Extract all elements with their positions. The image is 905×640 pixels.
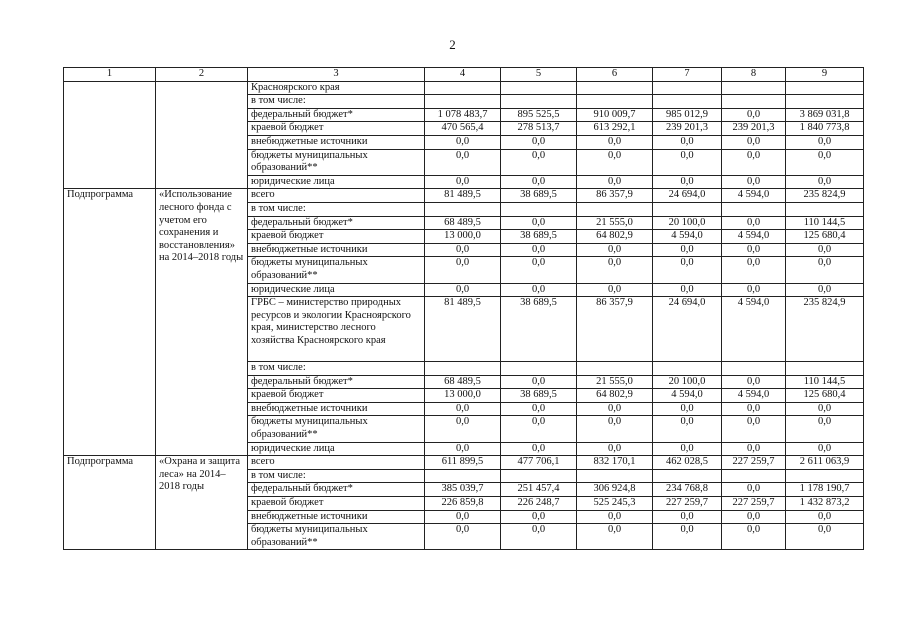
- value-cell-col-7: 0,0: [653, 175, 722, 189]
- value-cell-col-7: [653, 362, 722, 376]
- table-row: [64, 456, 864, 470]
- funding-source-cell: бюджеты муниципальных образований**: [248, 416, 425, 442]
- value-cell-col-4: 1 078 483,7: [425, 108, 501, 122]
- funding-source-cell: федеральный бюджет*: [248, 216, 425, 230]
- value-cell-col-8: 0,0: [722, 402, 786, 416]
- value-cell-col-9: 0,0: [786, 243, 864, 257]
- value-cell-col-4: [425, 202, 501, 216]
- value-cell-col-8: 0,0: [722, 257, 786, 283]
- value-cell-col-4: 0,0: [425, 442, 501, 456]
- value-cell-col-5: [501, 81, 577, 95]
- value-cell-col-5: 38 689,5: [501, 230, 577, 244]
- value-cell-col-5: 0,0: [501, 524, 577, 550]
- funding-source-cell: всего: [248, 189, 425, 203]
- value-cell-col-7: 234 768,8: [653, 483, 722, 497]
- value-cell-col-7: 24 694,0: [653, 189, 722, 203]
- value-cell-col-5: 0,0: [501, 416, 577, 442]
- column-header: 6: [577, 68, 653, 82]
- value-cell-col-6: [577, 81, 653, 95]
- value-cell-col-9: [786, 81, 864, 95]
- column-header: 4: [425, 68, 501, 82]
- category-cell: Подпрограмма: [64, 456, 156, 550]
- value-cell-col-6: 0,0: [577, 175, 653, 189]
- value-cell-col-5: 0,0: [501, 243, 577, 257]
- funding-source-cell: краевой бюджет: [248, 497, 425, 511]
- value-cell-col-7: 0,0: [653, 524, 722, 550]
- value-cell-col-9: [786, 95, 864, 109]
- value-cell-col-6: 0,0: [577, 257, 653, 283]
- value-cell-col-7: 0,0: [653, 135, 722, 149]
- value-cell-col-9: [786, 362, 864, 376]
- value-cell-col-7: 20 100,0: [653, 375, 722, 389]
- value-cell-col-4: 13 000,0: [425, 389, 501, 403]
- funding-source-cell: внебюджетные источники: [248, 135, 425, 149]
- value-cell-col-5: 0,0: [501, 257, 577, 283]
- value-cell-col-7: 24 694,0: [653, 297, 722, 362]
- value-cell-col-4: [425, 469, 501, 483]
- value-cell-col-8: 0,0: [722, 135, 786, 149]
- value-cell-col-9: 1 432 873,2: [786, 497, 864, 511]
- value-cell-col-6: [577, 362, 653, 376]
- value-cell-col-6: 0,0: [577, 442, 653, 456]
- value-cell-col-6: 910 009,7: [577, 108, 653, 122]
- value-cell-col-5: 0,0: [501, 375, 577, 389]
- column-header: 3: [248, 68, 425, 82]
- value-cell-col-8: 0,0: [722, 216, 786, 230]
- value-cell-col-9: [786, 469, 864, 483]
- funding-source-cell: в том числе:: [248, 362, 425, 376]
- funding-source-cell: всего: [248, 456, 425, 470]
- value-cell-col-8: 4 594,0: [722, 189, 786, 203]
- value-cell-col-7: 0,0: [653, 442, 722, 456]
- value-cell-col-9: 0,0: [786, 510, 864, 524]
- value-cell-col-7: [653, 81, 722, 95]
- value-cell-col-6: 64 802,9: [577, 230, 653, 244]
- value-cell-col-4: [425, 362, 501, 376]
- value-cell-col-5: 0,0: [501, 442, 577, 456]
- funding-source-cell: внебюджетные источники: [248, 243, 425, 257]
- value-cell-col-9: 0,0: [786, 175, 864, 189]
- funding-source-cell: бюджеты муниципальных образований**: [248, 257, 425, 283]
- header-row: [64, 68, 864, 82]
- value-cell-col-6: 0,0: [577, 149, 653, 175]
- program-name-cell: [156, 81, 248, 189]
- value-cell-col-6: 0,0: [577, 510, 653, 524]
- value-cell-col-4: 611 899,5: [425, 456, 501, 470]
- value-cell-col-5: 0,0: [501, 135, 577, 149]
- value-cell-col-9: 125 680,4: [786, 389, 864, 403]
- value-cell-col-4: 0,0: [425, 524, 501, 550]
- value-cell-col-5: 0,0: [501, 216, 577, 230]
- value-cell-col-8: 227 259,7: [722, 456, 786, 470]
- page-number: 2: [449, 37, 456, 52]
- value-cell-col-4: 0,0: [425, 149, 501, 175]
- value-cell-col-7: 0,0: [653, 149, 722, 175]
- column-header: 9: [786, 68, 864, 82]
- value-cell-col-9: 0,0: [786, 442, 864, 456]
- value-cell-col-5: [501, 362, 577, 376]
- value-cell-col-5: [501, 469, 577, 483]
- funding-source-cell: внебюджетные источники: [248, 510, 425, 524]
- table-body: [64, 68, 864, 550]
- value-cell-col-7: 0,0: [653, 257, 722, 283]
- value-cell-col-5: [501, 202, 577, 216]
- funding-source-cell: краевой бюджет: [248, 230, 425, 244]
- value-cell-col-9: 0,0: [786, 257, 864, 283]
- value-cell-col-7: 462 028,5: [653, 456, 722, 470]
- value-cell-col-7: [653, 95, 722, 109]
- value-cell-col-8: 0,0: [722, 524, 786, 550]
- value-cell-col-8: 0,0: [722, 416, 786, 442]
- funding-source-cell: юридические лица: [248, 442, 425, 456]
- value-cell-col-9: 3 869 031,8: [786, 108, 864, 122]
- table-row: [64, 189, 864, 203]
- value-cell-col-9: [786, 202, 864, 216]
- value-cell-col-4: 0,0: [425, 402, 501, 416]
- value-cell-col-8: 227 259,7: [722, 497, 786, 511]
- value-cell-col-4: 0,0: [425, 283, 501, 297]
- value-cell-col-8: [722, 469, 786, 483]
- value-cell-col-6: [577, 95, 653, 109]
- value-cell-col-6: 86 357,9: [577, 189, 653, 203]
- column-header: 8: [722, 68, 786, 82]
- value-cell-col-9: 110 144,5: [786, 216, 864, 230]
- funding-source-cell: юридические лица: [248, 283, 425, 297]
- value-cell-col-7: [653, 469, 722, 483]
- funding-source-cell: краевой бюджет: [248, 389, 425, 403]
- funding-source-cell: ГРБС – министерство природных ресурсов и экологии Красноярского края, министерство лесного хозяйства Красноярского края: [248, 297, 425, 362]
- value-cell-col-6: 0,0: [577, 243, 653, 257]
- value-cell-col-5: 251 457,4: [501, 483, 577, 497]
- value-cell-col-4: 68 489,5: [425, 216, 501, 230]
- value-cell-col-6: 0,0: [577, 524, 653, 550]
- value-cell-col-4: 226 859,8: [425, 497, 501, 511]
- value-cell-col-7: 227 259,7: [653, 497, 722, 511]
- value-cell-col-4: 13 000,0: [425, 230, 501, 244]
- funding-source-cell: федеральный бюджет*: [248, 483, 425, 497]
- value-cell-col-6: 21 555,0: [577, 375, 653, 389]
- value-cell-col-8: 0,0: [722, 243, 786, 257]
- value-cell-col-5: 278 513,7: [501, 122, 577, 136]
- value-cell-col-7: 239 201,3: [653, 122, 722, 136]
- value-cell-col-4: [425, 81, 501, 95]
- column-header: 7: [653, 68, 722, 82]
- value-cell-col-9: 235 824,9: [786, 189, 864, 203]
- value-cell-col-8: 0,0: [722, 442, 786, 456]
- value-cell-col-8: 0,0: [722, 283, 786, 297]
- column-header: 2: [156, 68, 248, 82]
- value-cell-col-8: [722, 95, 786, 109]
- value-cell-col-9: 1 178 190,7: [786, 483, 864, 497]
- category-cell: [64, 81, 156, 189]
- value-cell-col-6: 832 170,1: [577, 456, 653, 470]
- value-cell-col-4: 0,0: [425, 257, 501, 283]
- program-name-cell: «Охрана и защита леса» на 2014–2018 годы: [156, 456, 248, 550]
- funding-source-cell: внебюджетные источники: [248, 402, 425, 416]
- value-cell-col-4: 470 565,4: [425, 122, 501, 136]
- value-cell-col-6: 525 245,3: [577, 497, 653, 511]
- funding-source-cell: федеральный бюджет*: [248, 108, 425, 122]
- value-cell-col-9: 0,0: [786, 416, 864, 442]
- value-cell-col-6: [577, 469, 653, 483]
- funding-source-cell: в том числе:: [248, 95, 425, 109]
- value-cell-col-7: 4 594,0: [653, 230, 722, 244]
- funding-source-cell: краевой бюджет: [248, 122, 425, 136]
- value-cell-col-5: 0,0: [501, 175, 577, 189]
- program-name-cell: «Использование лесного фонда с учетом его сохранения и восстановления» на 2014–2018 годы: [156, 189, 248, 456]
- value-cell-col-4: 0,0: [425, 243, 501, 257]
- value-cell-col-4: 0,0: [425, 416, 501, 442]
- value-cell-col-9: 235 824,9: [786, 297, 864, 362]
- value-cell-col-5: 0,0: [501, 510, 577, 524]
- value-cell-col-5: 38 689,5: [501, 189, 577, 203]
- value-cell-col-6: 0,0: [577, 283, 653, 297]
- value-cell-col-7: 0,0: [653, 402, 722, 416]
- value-cell-col-9: 125 680,4: [786, 230, 864, 244]
- value-cell-col-8: 0,0: [722, 175, 786, 189]
- value-cell-col-9: 110 144,5: [786, 375, 864, 389]
- column-header: 5: [501, 68, 577, 82]
- value-cell-col-9: 1 840 773,8: [786, 122, 864, 136]
- value-cell-col-9: 0,0: [786, 524, 864, 550]
- funding-source-cell: юридические лица: [248, 175, 425, 189]
- value-cell-col-5: 38 689,5: [501, 297, 577, 362]
- value-cell-col-7: [653, 202, 722, 216]
- table-row: [64, 81, 864, 95]
- value-cell-col-6: 613 292,1: [577, 122, 653, 136]
- value-cell-col-7: 0,0: [653, 243, 722, 257]
- value-cell-col-8: [722, 202, 786, 216]
- value-cell-col-9: 0,0: [786, 135, 864, 149]
- value-cell-col-6: [577, 202, 653, 216]
- value-cell-col-4: 0,0: [425, 135, 501, 149]
- funding-source-cell: федеральный бюджет*: [248, 375, 425, 389]
- funding-source-cell: бюджеты муниципальных образований**: [248, 524, 425, 550]
- column-header: 1: [64, 68, 156, 82]
- value-cell-col-8: 0,0: [722, 375, 786, 389]
- value-cell-col-4: 81 489,5: [425, 189, 501, 203]
- value-cell-col-5: 0,0: [501, 149, 577, 175]
- value-cell-col-8: [722, 362, 786, 376]
- value-cell-col-7: 4 594,0: [653, 389, 722, 403]
- value-cell-col-8: 0,0: [722, 483, 786, 497]
- value-cell-col-5: 0,0: [501, 402, 577, 416]
- value-cell-col-4: 0,0: [425, 175, 501, 189]
- value-cell-col-9: 0,0: [786, 149, 864, 175]
- value-cell-col-8: 4 594,0: [722, 230, 786, 244]
- funding-source-cell: в том числе:: [248, 202, 425, 216]
- funding-source-cell: в том числе:: [248, 469, 425, 483]
- value-cell-col-4: 385 039,7: [425, 483, 501, 497]
- funding-source-cell: бюджеты муниципальных образований**: [248, 149, 425, 175]
- value-cell-col-8: [722, 81, 786, 95]
- value-cell-col-7: 20 100,0: [653, 216, 722, 230]
- value-cell-col-4: 0,0: [425, 510, 501, 524]
- value-cell-col-8: 0,0: [722, 149, 786, 175]
- value-cell-col-5: [501, 95, 577, 109]
- value-cell-col-8: 0,0: [722, 510, 786, 524]
- value-cell-col-5: 0,0: [501, 283, 577, 297]
- value-cell-col-8: 4 594,0: [722, 297, 786, 362]
- value-cell-col-8: 4 594,0: [722, 389, 786, 403]
- value-cell-col-6: 306 924,8: [577, 483, 653, 497]
- value-cell-col-4: [425, 95, 501, 109]
- value-cell-col-5: 38 689,5: [501, 389, 577, 403]
- value-cell-col-6: 64 802,9: [577, 389, 653, 403]
- value-cell-col-4: 68 489,5: [425, 375, 501, 389]
- budget-table: [63, 67, 864, 550]
- value-cell-col-6: 0,0: [577, 135, 653, 149]
- value-cell-col-6: 21 555,0: [577, 216, 653, 230]
- value-cell-col-7: 985 012,9: [653, 108, 722, 122]
- value-cell-col-5: 226 248,7: [501, 497, 577, 511]
- category-cell: Подпрограмма: [64, 189, 156, 456]
- value-cell-col-7: 0,0: [653, 510, 722, 524]
- value-cell-col-9: 2 611 063,9: [786, 456, 864, 470]
- value-cell-col-6: 0,0: [577, 416, 653, 442]
- value-cell-col-9: 0,0: [786, 283, 864, 297]
- value-cell-col-7: 0,0: [653, 283, 722, 297]
- value-cell-col-8: 0,0: [722, 108, 786, 122]
- value-cell-col-6: 0,0: [577, 402, 653, 416]
- value-cell-col-4: 81 489,5: [425, 297, 501, 362]
- value-cell-col-7: 0,0: [653, 416, 722, 442]
- value-cell-col-5: 477 706,1: [501, 456, 577, 470]
- value-cell-col-9: 0,0: [786, 402, 864, 416]
- value-cell-col-6: 86 357,9: [577, 297, 653, 362]
- value-cell-col-5: 895 525,5: [501, 108, 577, 122]
- funding-source-cell: Красноярского края: [248, 81, 425, 95]
- value-cell-col-8: 239 201,3: [722, 122, 786, 136]
